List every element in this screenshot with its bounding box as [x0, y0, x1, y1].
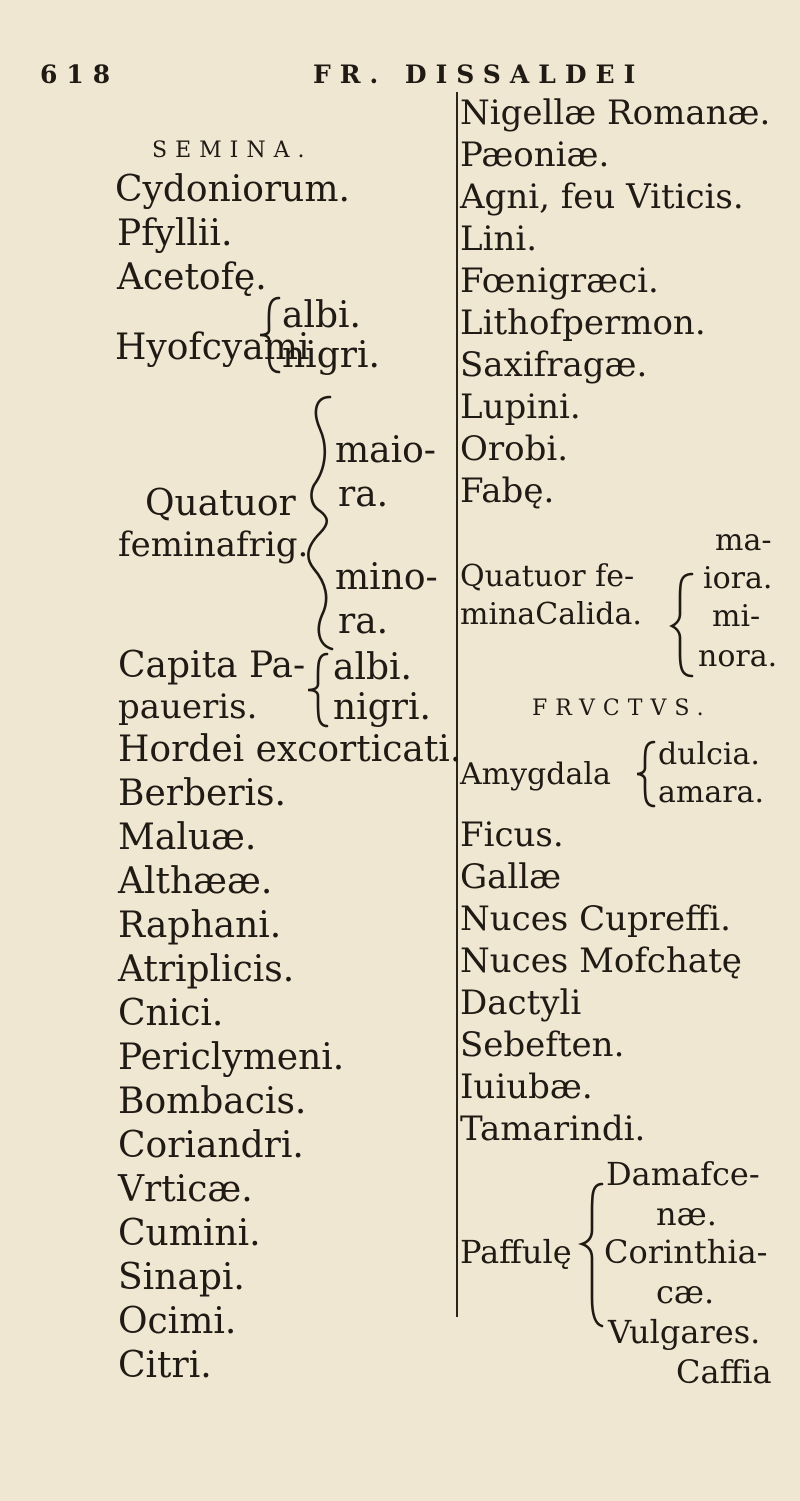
brace-passulae — [578, 1180, 606, 1330]
brace-capita — [305, 650, 331, 730]
page-number: 618 — [40, 60, 120, 89]
right-list-item: Ficus. — [460, 815, 564, 855]
left-list-item: Hordei excorticati. — [118, 729, 462, 770]
capita-label: Capita Pa- — [118, 645, 306, 686]
right-list-item: Nuces Cupreffi. — [460, 899, 731, 939]
brace-hyoscyami — [257, 294, 283, 376]
left-list-item: Berberis. — [118, 773, 286, 814]
quatuor-frig-label: Quatuor — [145, 483, 296, 524]
left-list-item: Althææ. — [118, 861, 273, 902]
right-list-item: Iuiubæ. — [460, 1067, 593, 1107]
right-item: Saxifragæ. — [460, 345, 648, 385]
quatuor-cal-label: Quatuor fe- — [460, 559, 635, 594]
brace-quatuor-frig — [300, 393, 340, 653]
hyoscyami-option: nigri. — [282, 335, 380, 376]
right-list-item: Nuces Mofchatę — [460, 941, 742, 981]
quatuor-frig-label: feminafrig. — [118, 525, 309, 565]
quatuor-cal-label: minaCalida. — [460, 597, 642, 632]
column-divider — [456, 92, 458, 1317]
left-list-item: Periclymeni. — [118, 1037, 345, 1078]
left-list-item: Cumini. — [118, 1213, 261, 1254]
right-list-item: Gallæ — [460, 857, 562, 897]
passulae-option: Corinthia- — [604, 1233, 768, 1271]
right-item: Orobi. — [460, 429, 569, 469]
passulae-option: næ. — [656, 1195, 717, 1233]
left-item: Cydoniorum. — [115, 169, 350, 210]
right-list-item: Tamarindi. — [460, 1109, 646, 1149]
brace-amygdala — [634, 738, 658, 810]
brace-quatuor-cal — [668, 570, 698, 680]
quatuor-cal-option: ma- — [715, 523, 772, 558]
running-title: FR. DISSALDEI — [313, 60, 645, 89]
quatuor-cal-option: iora. — [703, 561, 773, 596]
hyoscyami-option: albi. — [282, 295, 361, 336]
quatuor-frig-option: mino- — [335, 557, 438, 598]
left-list-item: Raphani. — [118, 905, 282, 946]
right-list-item: Dactyli — [460, 983, 582, 1023]
amygdala-option: dulcia. — [658, 737, 760, 772]
amygdala-option: amara. — [658, 775, 764, 810]
quatuor-frig-option: ra. — [338, 474, 389, 515]
right-list-item: Sebeften. — [460, 1025, 625, 1065]
left-list-item: Bombacis. — [118, 1081, 307, 1122]
quatuor-cal-option: nora. — [698, 639, 778, 674]
passulae-option: Vulgares. — [608, 1313, 761, 1351]
capita-option: nigri. — [333, 687, 431, 728]
left-list-item: Sinapi. — [118, 1257, 245, 1298]
left-list-item: Vrticæ. — [118, 1169, 253, 1210]
left-list-item: Maluæ. — [118, 817, 257, 858]
right-item: Lupini. — [460, 387, 581, 427]
section-title-semina: SEMINA. — [152, 138, 313, 163]
right-item: Fœnigræci. — [460, 261, 659, 301]
left-list-item: Coriandri. — [118, 1125, 304, 1166]
catchword: Caffia — [676, 1353, 772, 1391]
quatuor-frig-option: maio- — [335, 430, 436, 471]
right-item: Agni, feu Viticis. — [460, 177, 744, 217]
left-list-item: Atriplicis. — [118, 949, 295, 990]
right-item: Lini. — [460, 219, 538, 259]
left-item: Acetofę. — [117, 257, 267, 298]
passulae-option: cæ. — [656, 1273, 715, 1311]
amygdala-label: Amygdala — [460, 757, 611, 792]
left-item: Pfyllii. — [117, 213, 233, 254]
right-item: Nigellæ Romanæ. — [460, 93, 771, 133]
capita-label: paueris. — [118, 687, 258, 727]
left-list-item: Cnici. — [118, 993, 224, 1034]
left-list-item: Citri. — [118, 1345, 212, 1386]
section-title-fructus: FRVCTVS. — [532, 696, 712, 721]
left-list-item: Ocimi. — [118, 1301, 237, 1342]
quatuor-frig-option: ra. — [338, 601, 389, 642]
capita-option: albi. — [333, 647, 412, 688]
passulae-label: Paffulę — [460, 1233, 572, 1271]
passulae-option: Damafce- — [606, 1155, 760, 1193]
right-item: Pæoniæ. — [460, 135, 610, 175]
hyoscyami-label: Hyofcyami — [115, 327, 310, 368]
right-item: Fabę. — [460, 471, 555, 511]
right-item: Lithofpermon. — [460, 303, 706, 343]
quatuor-cal-option: mi- — [712, 599, 761, 634]
